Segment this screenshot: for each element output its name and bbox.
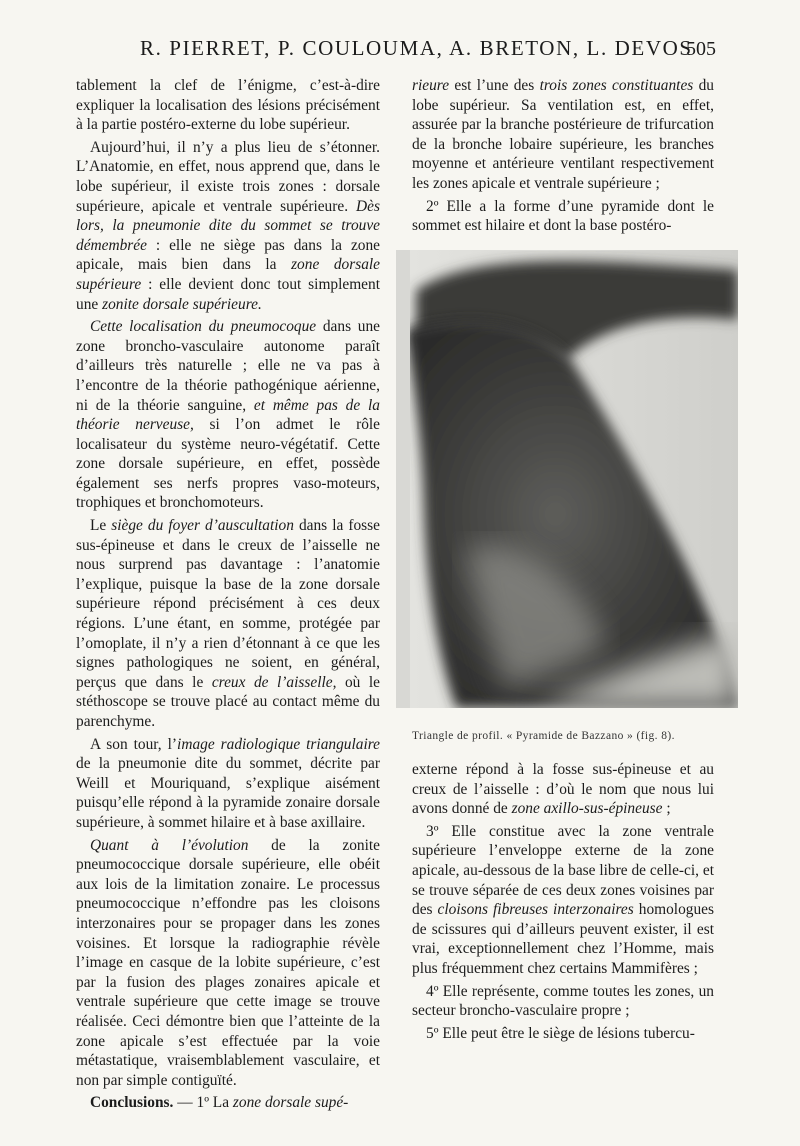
paragraph: Quant à l’évolution de la zonite pneumococcique dorsale supérieure, elle obéit aux lois de la limitation zonaire. Le processus pneumococcique n’effondre pas les cloisons interzonaires pour se propager dans les zones voisines. Et lorsque la radiographie révèle l’image en casque de la lobite supérieure, c’est par la fusion des plages zonaires apicale et ventrale supérieure que cette image se trouve réalisée. Ceci démontre bien que l’atteinte de la zone apicale s’est effectuée par la voie métastatique, vraisemblablement vasculaire, et non par simple contiguïté. — [76, 836, 380, 1089]
left-column — [76, 76, 380, 1116]
paragraph: externe répond à la fosse sus-épineuse et au creux de l’aisselle : d’où le nom que nous lui avons donné de zone axillo-sus-épineuse ; — [412, 761, 714, 818]
paragraph: tablement la clef de l’énigme, c’est-à-dire expliquer la localisation des lésions précisément à la partie postéro-externe du lobe supérieur. — [76, 77, 380, 134]
radiograph-figure — [396, 250, 738, 708]
paragraph: 3º Elle constitue avec la zone ventrale supérieure l’enveloppe externe de la zone apicale, au-dessous de la base libre de celle-ci, et se trouve séparée de ces deux zones voisines par des cloisons fibreuses interzonaires homologues de scissures qui d’ailleurs peuvent exister, il est vrai, exceptionnellement chez l’Homme, mais plus fréquemment chez certains Mammifères ; — [412, 822, 714, 977]
page-header — [0, 36, 800, 76]
paragraph: 5º Elle peut être le siège de lésions tubercu- — [426, 1024, 695, 1042]
conclusions-heading: Conclusions. — [90, 1094, 174, 1112]
paragraph: 4º Elle représente, comme toutes les zones, un secteur broncho-vasculaire propre ; — [412, 982, 714, 1020]
paragraph: Cette localisation du pneumocoque dans une zone broncho-vasculaire autonome paraît d’ailleurs très naturelle ; elle ne va pas à l’encontre de la théorie pathogénique aérienne, ni de la théorie sanguine, et même pas de la théorie nerveuse, si l’on admet le rôle localisateur du système neuro-végétatif. Cette zone dorsale supérieure, en effet, possède également ses nerfs propres vaso-moteurs, trophiques et bronchomoteurs. — [76, 318, 381, 512]
right-column-bottom — [412, 760, 714, 1046]
page-number: 505 — [686, 38, 716, 60]
right-column-top — [412, 76, 714, 239]
paragraph: Aujourd’hui, il n’y a plus lieu de s’étonner. L’Anatomie, en effet, nous apprend que, dans le lobe supérieur, il existe trois zones : dorsale supérieure, apicale et ventrale supérieure. Dès lors, la pneumonie dite du sommet se trouve démembrée : elle ne siège pas dans la zone apicale, mais bien dans la zone dorsale supérieure : elle devient donc tout simplement une zonite dorsale supérieure. — [76, 138, 380, 313]
running-head: R. PIERRET, P. COULOUMA, A. BRETON, L. DEVOS — [140, 36, 693, 60]
conclusions-paragraph: Conclusions. — 1º La zone dorsale supé- — [90, 1094, 349, 1112]
radiograph-image — [396, 250, 738, 708]
paragraph: 2º Elle a la forme d’une pyramide dont le sommet est hilaire et dont la base postéro- — [412, 197, 714, 235]
paragraph: Le siège du foyer d’auscultation dans la fosse sus-épineuse et dans le creux de l’aisselle ne nous surprend pas davantage : l’anatomie l’explique, puisque la base de la zone dorsale supérieure répond précisément à ces deux régions. L’une étant, en somme, protégée par l’omoplate, il n’y a rien d’étonnant à ce que les signes pathologiques ne soient, en général, perçus que dans le creux de l’aisselle, où le stéthoscope se trouve placé au contact même du parenchyme. — [76, 517, 380, 730]
paragraph: rieure est l’une des trois zones constituantes du lobe supérieur. Sa ventilation est, en effet, assurée par la branche postérieure de trifurcation de la bronche lobaire supérieure, les branches moyenne et antérieure ventilant respectivement les zones apicale et ventrale supérieure ; — [412, 77, 714, 192]
paragraph: A son tour, l’image radiologique triangulaire de la pneumonie dite du sommet, décrite par Weill et Mouriquand, s’explique aisément puisqu’elle répond à la pyramide zonaire dorsale supérieure, à sommet hilaire et à base axillaire. — [76, 735, 380, 831]
figure-caption: Triangle de profil. « Pyramide de Bazzano » (fig. 8). — [412, 730, 675, 742]
